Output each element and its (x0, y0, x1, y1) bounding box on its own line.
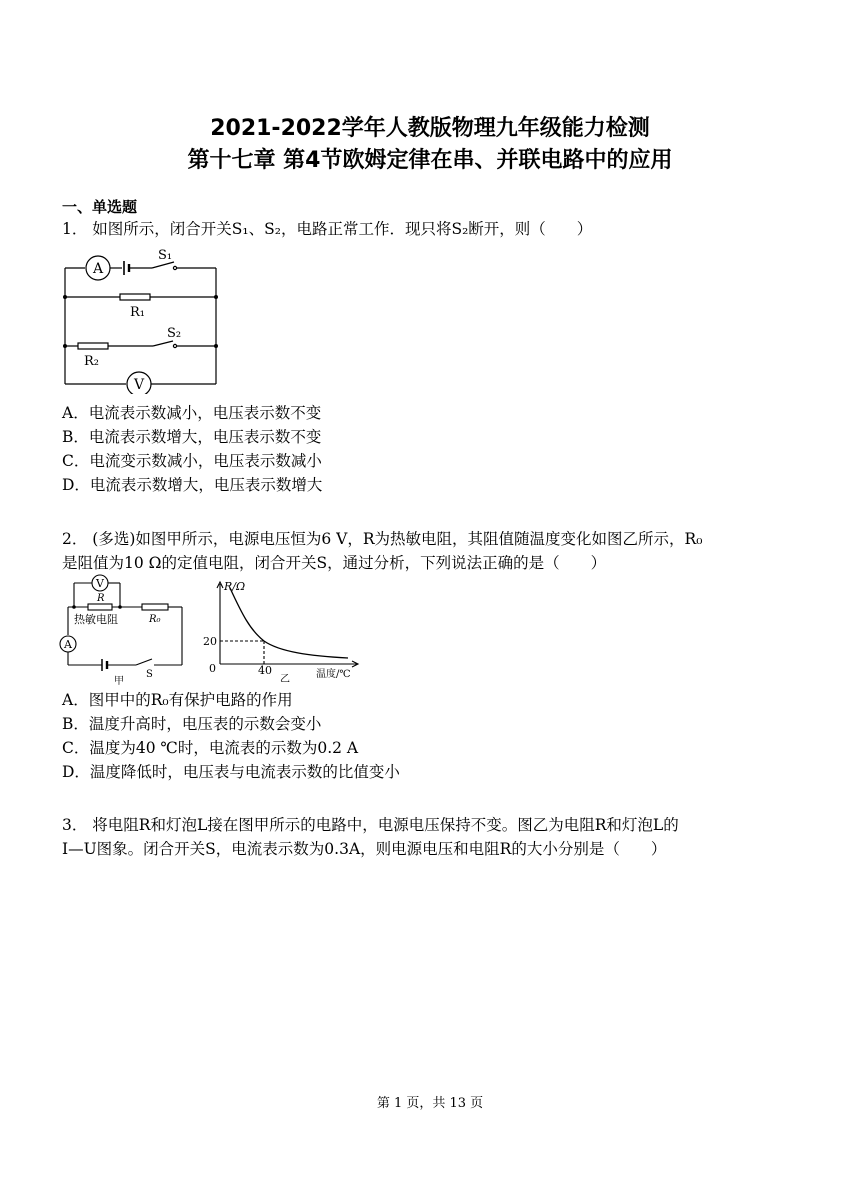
q2-y-tick-20: 20 (203, 635, 217, 648)
q2-switch-label: S (146, 669, 153, 680)
q2-r-label: R (97, 593, 105, 604)
q1-option-b: B．电流表示数增大，电压表示数不变 (62, 428, 322, 446)
title-line-1: 2021-2022学年人教版物理九年级能力检测 (210, 116, 650, 141)
q2-caption-yi: 乙 (280, 674, 290, 682)
q2-r0-label: R₀ (149, 614, 161, 625)
q3-stem-line-1: 3． 将电阻R和灯泡L接在图甲所示的电路中，电源电压保持不变。图乙为电阻R和灯泡L的 (62, 816, 679, 834)
q2-thermistor-label: 热敏电阻 (74, 613, 118, 626)
q2-caption-jia: 甲 (114, 676, 124, 685)
q2-graph-yi (200, 578, 370, 682)
q2-option-b: B．温度升高时，电压表的示数会变小 (62, 715, 322, 733)
q1-voltmeter-label: V (133, 377, 145, 393)
q1-s1-label: S₁ (158, 248, 173, 263)
q1-r2-label: R₂ (84, 354, 99, 369)
q1-option-c: C．电流变示数减小，电压表示数减小 (62, 452, 322, 470)
q2-option-d: D．温度降低时，电压表与电流表示数的比值变小 (62, 763, 400, 781)
q1-circuit-figure (60, 246, 225, 394)
q1-option-d: D．电流表示数增大，电压表示数增大 (62, 476, 323, 494)
q2-stem-line-2: 是阻值为10 Ω的定值电阻，闭合开关S，通过分析，下列说法正确的是（ ） (62, 554, 607, 572)
page-footer: 第 1 页，共 13 页 (376, 1096, 484, 1111)
q2-option-c: C．温度为40 ℃时，电流表的示数为0.2 A (62, 739, 359, 757)
q2-origin-label: 0 (209, 662, 216, 675)
q2-ammeter-label: A (64, 638, 72, 651)
q1-ammeter-label: A (92, 261, 104, 277)
q2-option-a: A．图甲中的R₀有保护电路的作用 (62, 691, 293, 709)
section-heading: 一、单选题 (62, 198, 138, 216)
q2-x-tick-40: 40 (258, 664, 272, 677)
title-line-2: 第十七章 第4节欧姆定律在串、并联电路中的应用 (187, 148, 673, 173)
q1-r1-label: R₁ (130, 305, 145, 320)
q1-option-a: A．电流表示数减小，电压表示数不变 (62, 404, 322, 422)
q2-graph-curve (230, 588, 348, 658)
q2-voltmeter-label: V (96, 577, 104, 590)
q1-s2-label: S₂ (167, 326, 182, 341)
q2-circuit-figure-jia (58, 573, 188, 685)
q2-x-axis-label: 温度/℃ (316, 669, 351, 680)
q3-stem-line-2: I—U图象。闭合开关S，电流表示数为0.3A，则电源电压和电阻R的大小分别是（ ） (62, 840, 667, 858)
q2-y-axis-label: R/Ω (224, 580, 246, 593)
q2-stem-line-1: 2． (多选)如图甲所示，电源电压恒为6 V，R为热敏电阻，其阻值随温度变化如图乙所示，R₀ (62, 530, 703, 548)
q1-stem: 1． 如图所示，闭合开关S₁、S₂，电路正常工作．现只将S₂断开，则（ ） (62, 220, 593, 238)
